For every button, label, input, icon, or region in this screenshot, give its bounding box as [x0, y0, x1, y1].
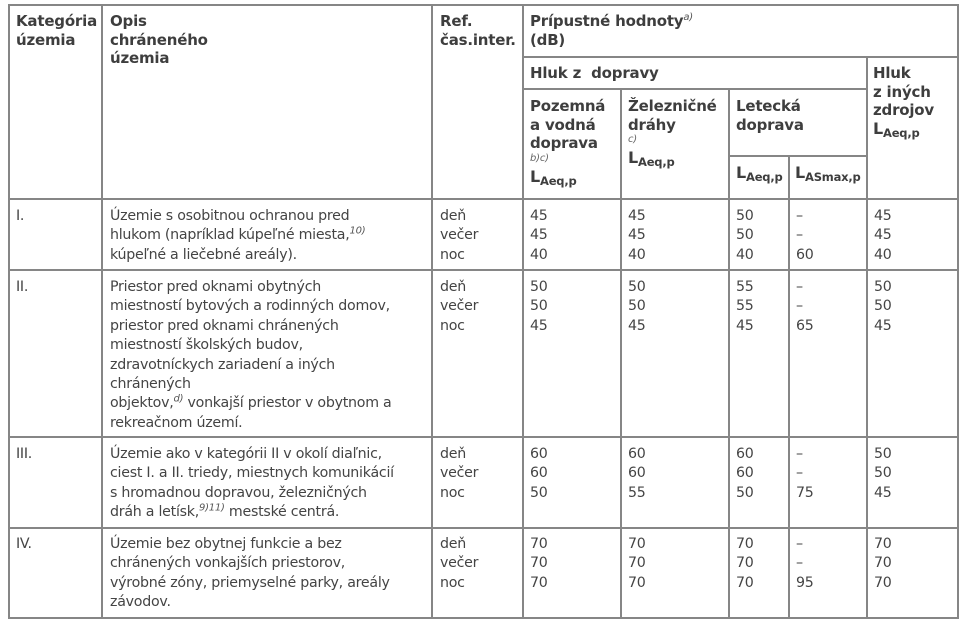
cell-description: Priestor pred oknami obytných miestností bytových a rodinných domov, priestor pred oknami chránených miestností školských budov, zdravotníckych zariadení a iných chránených objektov,$^{d)}$ vonkajší priestor v obytnom a rekreačnom území. — [110, 279, 392, 431]
header-ref-line: Ref. — [440, 12, 473, 30]
divider — [522, 56, 957, 58]
cell-category: III. — [16, 446, 33, 462]
footnote-ref: 10) — [349, 225, 366, 237]
header-bottom-border — [8, 198, 957, 200]
cell-railway: 50 50 45 — [628, 279, 646, 334]
table-border-bottom — [8, 617, 959, 619]
footnote-ref: d) — [173, 393, 184, 405]
cell-road-water: 60 60 50 — [530, 446, 548, 501]
cell-category: IV. — [16, 536, 32, 552]
header-air-laeq: $L_{Aeq,p}$ — [736, 163, 783, 184]
header-category — [16, 12, 97, 49]
header-description-line: chráneného — [110, 30, 208, 49]
metric-laeq: $L_{Aeq,p}$ — [873, 118, 920, 140]
row-divider — [8, 527, 957, 529]
table-border-left — [8, 4, 10, 619]
cell-other: 70 70 70 — [874, 536, 892, 591]
cell-category: II. — [16, 279, 29, 295]
header-railway-line: dráhy — [628, 115, 676, 134]
header-air-line: doprava — [736, 115, 804, 134]
header-permissible-values — [530, 12, 693, 49]
header-air-lasmax: $L_{ASmax,p}$ — [795, 163, 861, 184]
col-divider — [728, 88, 730, 619]
header-other-line: Hluk — [873, 64, 911, 82]
cell-air-laeq: 60 60 50 — [736, 446, 754, 501]
col-divider — [522, 4, 524, 619]
cell-description: Územie bez obytnej funkcie a bez chránených vonkajších priestorov, výrobné zóny, priemyselné parky, areály závodov. — [110, 536, 390, 611]
header-road-line: doprava — [530, 134, 598, 152]
cell-road-water: 70 70 70 — [530, 536, 548, 591]
cell-air-lasmax: – – 95 — [796, 536, 814, 591]
header-description-line: Opis — [110, 12, 147, 30]
header-other-sources — [873, 64, 934, 139]
footnote-ref: b)c) — [530, 152, 549, 164]
cell-intervals: deň večer noc — [440, 536, 479, 591]
header-description — [110, 12, 208, 68]
cell-description: Územie s osobitnou ochranou pred hlukom (napríklad kúpeľné miesta,$^{10)}$ kúpeľné a liečebné areály). — [110, 208, 366, 263]
table-border-top — [8, 4, 957, 6]
header-air — [736, 97, 804, 134]
row-divider — [8, 436, 957, 438]
header-ref-interval — [440, 12, 516, 49]
col-divider — [431, 4, 433, 619]
divider — [522, 88, 866, 90]
col-divider — [101, 4, 103, 619]
cell-air-lasmax: – – 75 — [796, 446, 814, 501]
col-divider — [866, 56, 868, 619]
header-air-line: Letecká — [736, 97, 801, 115]
col-divider — [620, 88, 622, 619]
header-ref-line: čas.inter. — [440, 30, 516, 49]
cell-railway: 45 45 40 — [628, 208, 646, 263]
cell-other: 45 45 40 — [874, 208, 892, 263]
cell-air-laeq: 70 70 70 — [736, 536, 754, 591]
footnote-ref: c) — [628, 134, 637, 145]
row-divider — [8, 269, 957, 271]
cell-railway: 60 60 55 — [628, 446, 646, 501]
header-unit: (dB) — [530, 30, 566, 49]
cell-air-lasmax: – – 65 — [796, 279, 814, 334]
header-traffic-noise — [530, 64, 659, 83]
cell-intervals: deň večer noc — [440, 446, 479, 501]
header-road-line: a vodná — [530, 115, 596, 134]
header-road-line: Pozemná — [530, 97, 606, 115]
header-permissible-values-label: Prípustné hodnoty — [530, 12, 684, 30]
header-other-line: z iných — [873, 82, 931, 101]
header-road-water — [530, 97, 605, 187]
cell-other: 50 50 45 — [874, 446, 892, 501]
cell-air-lasmax: – – 60 — [796, 208, 814, 263]
header-category-line: územia — [16, 30, 76, 49]
cell-air-laeq: 50 50 40 — [736, 208, 754, 263]
cell-road-water: 45 45 40 — [530, 208, 548, 263]
header-railway-line: Železničné — [628, 97, 717, 115]
cell-road-water: 50 50 45 — [530, 279, 548, 334]
header-traffic-noise-label: Hluk z dopravy — [530, 64, 659, 82]
cell-intervals: deň večer noc — [440, 279, 479, 334]
table-border-right — [957, 4, 959, 619]
header-description-line: územia — [110, 49, 170, 67]
header-category-line: Kategória — [16, 12, 97, 30]
cell-other: 50 50 45 — [874, 279, 892, 334]
header-railway — [628, 97, 717, 169]
cell-air-laeq: 55 55 45 — [736, 279, 754, 334]
header-other-line: zdrojov — [873, 101, 934, 119]
cell-intervals: deň večer noc — [440, 208, 479, 263]
footnote-ref: a) — [683, 12, 694, 23]
footnote-ref: 9)11) — [199, 502, 225, 514]
cell-category: I. — [16, 208, 25, 224]
metric-laeq: $L_{Aeq,p}$ — [628, 148, 675, 169]
cell-description: Územie ako v kategórii II v okolí diaľnic, ciest I. a II. triedy, miestnych komunikácií s hromadnou dopravou, železničných dráh a letísk,$^{9)11)}$ mestské centrá. — [110, 446, 394, 521]
col-divider — [788, 155, 790, 619]
divider — [728, 155, 866, 157]
cell-railway: 70 70 70 — [628, 536, 646, 591]
metric-laeq: $L_{Aeq,p}$ — [530, 166, 577, 188]
